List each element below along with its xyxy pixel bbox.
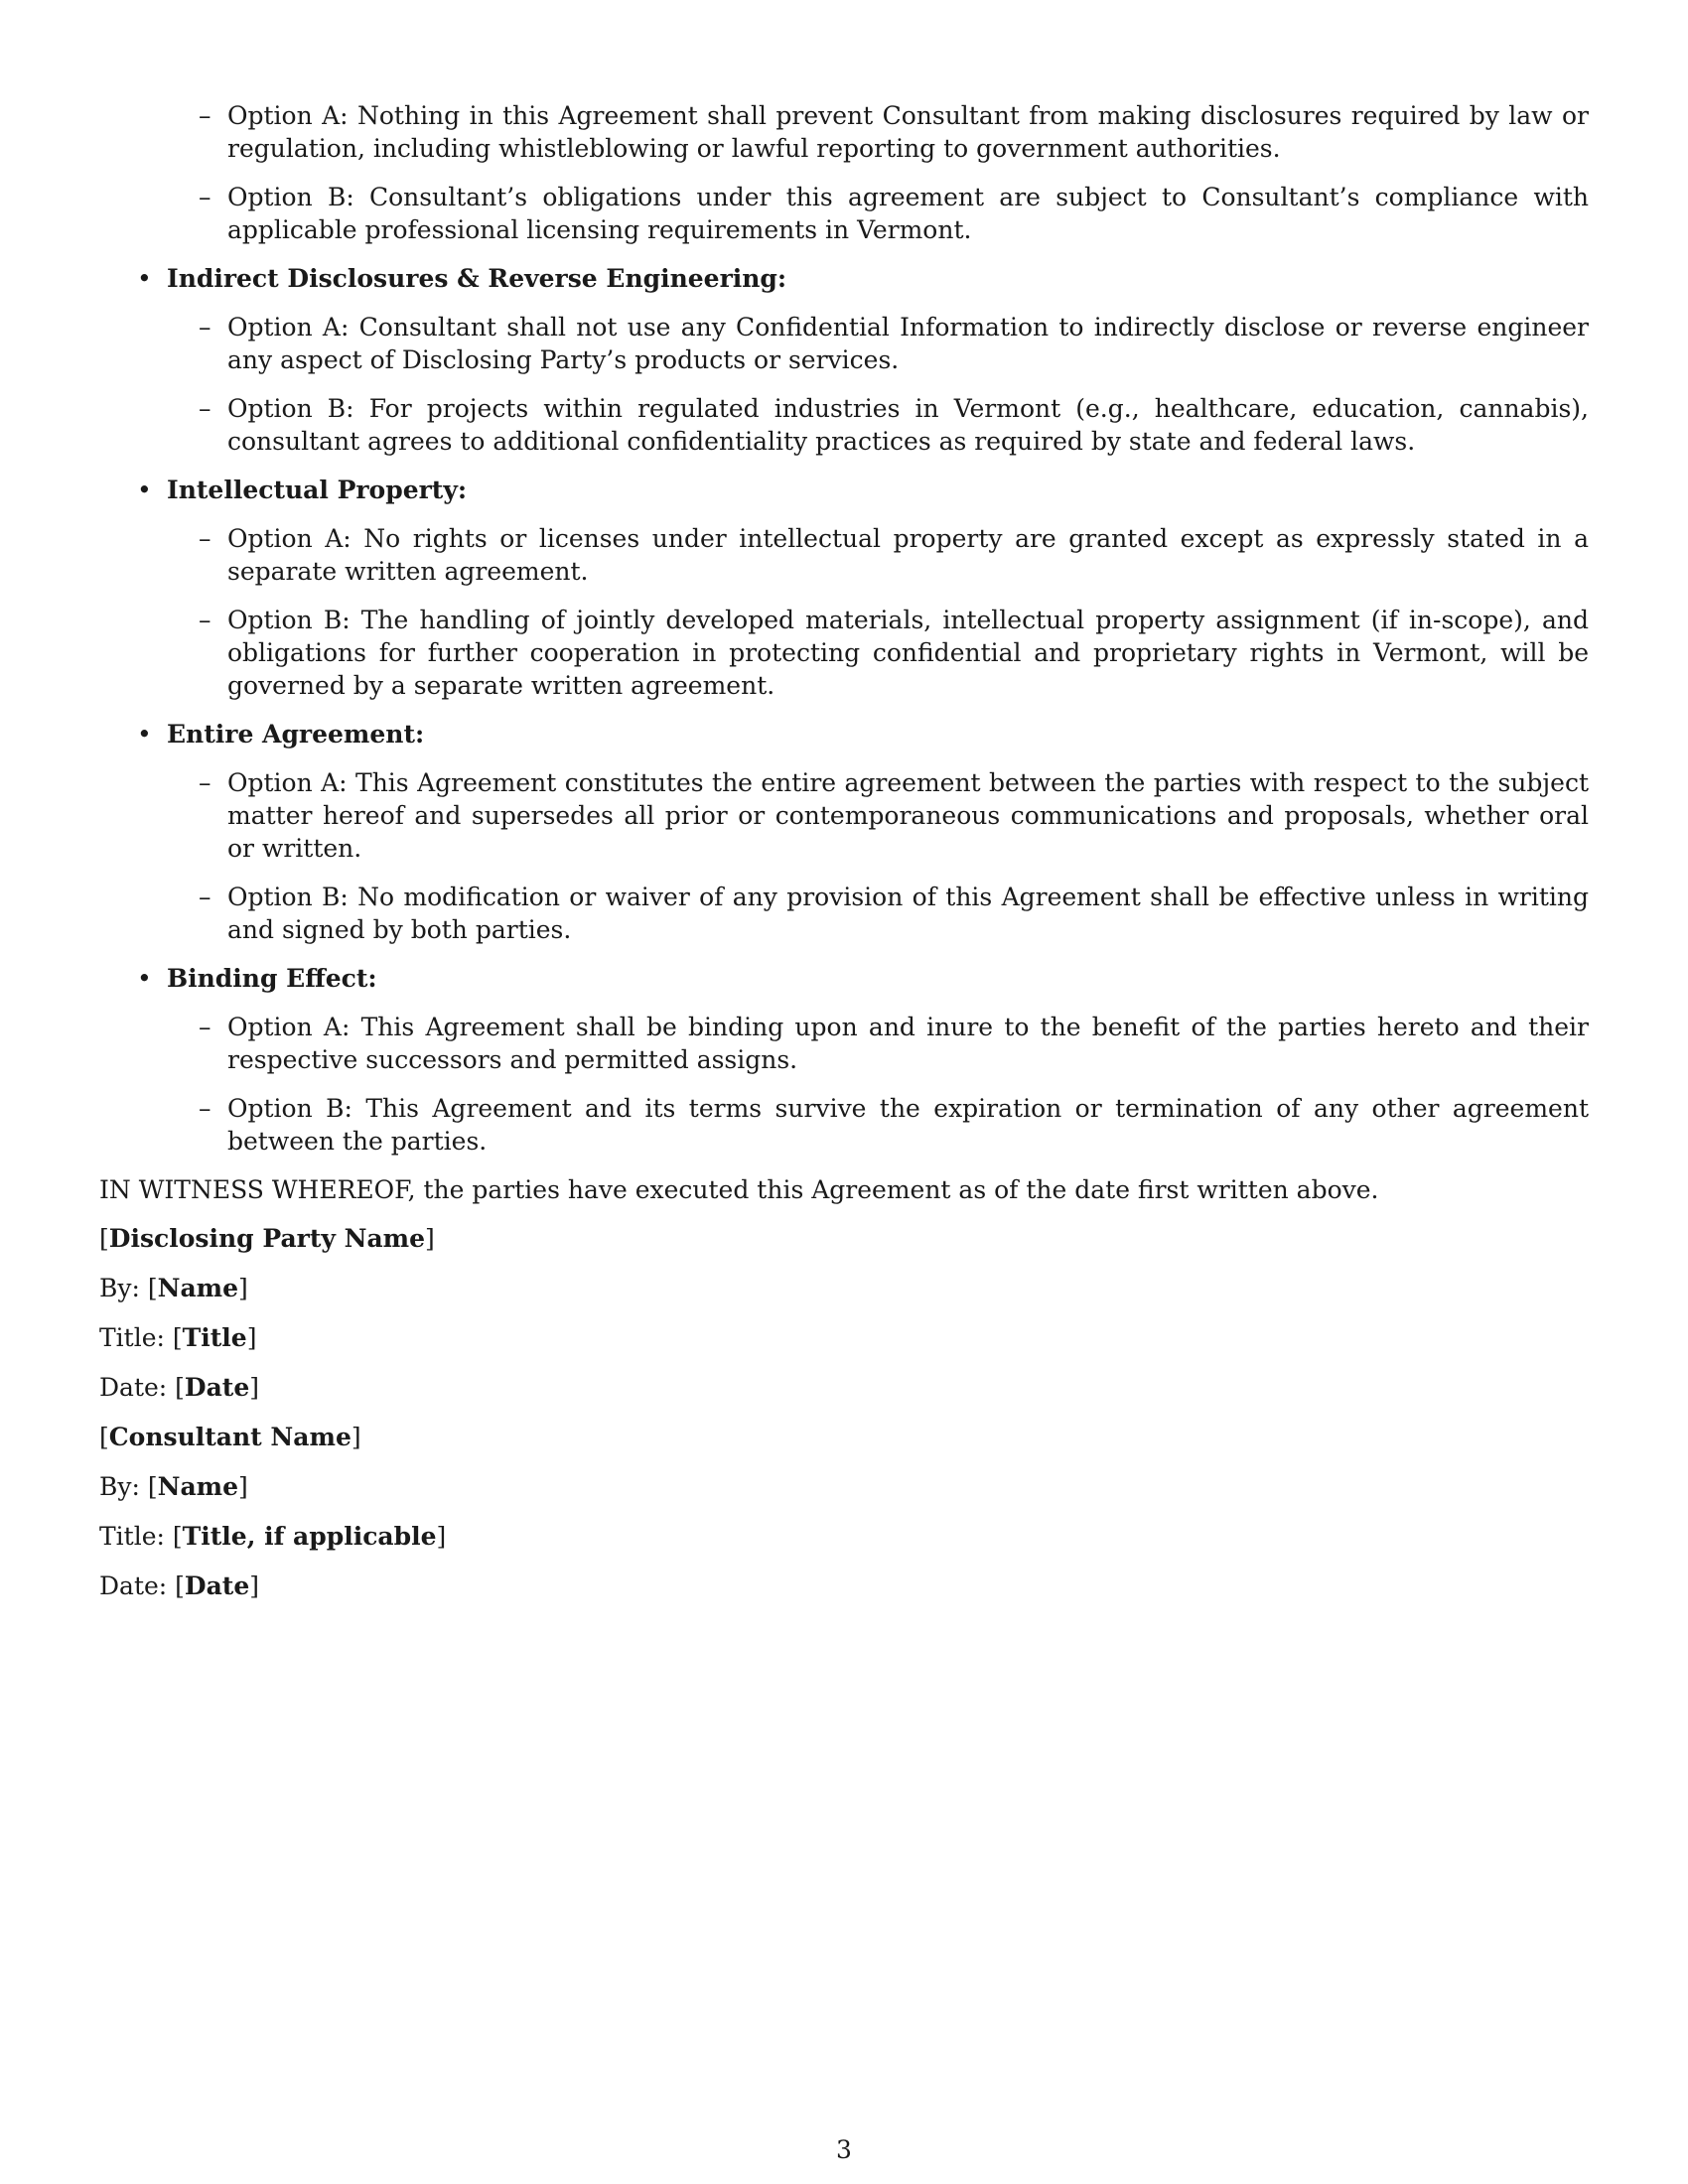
signatory-name-line: By: [Name] (99, 1472, 248, 1501)
option-list (99, 522, 1589, 702)
signatory-name: Name (157, 1472, 239, 1501)
title-label: Title: (99, 1522, 165, 1551)
party-name-line: [Consultant Name] (99, 1423, 361, 1451)
party-name: Consultant Name (108, 1423, 352, 1451)
clause-heading: • Binding Effect: (99, 962, 1589, 995)
signature-date: Date (184, 1373, 250, 1402)
option-list (99, 1011, 1589, 1158)
clause-heading: • Entire Agreement: (99, 718, 1589, 751)
clause-heading: • Intellectual Property: (99, 474, 1589, 506)
signature-date: Date (184, 1571, 250, 1600)
clause-intellectual-property (99, 474, 1589, 702)
signature-block-disclosing-party (99, 1222, 1589, 1404)
list-item: – Option A: This Agreement shall be binding upon and inure to the benefit of the parties hereto and their respective successors and permitted assigns. (99, 1011, 1589, 1076)
clause-heading: • Indirect Disclosures & Reverse Engineering: (99, 262, 1589, 295)
list-item: – Option B: This Agreement and its terms survive the expiration or termination of any other agreement between the parties. (99, 1092, 1589, 1158)
carryover-option-list (99, 99, 1589, 246)
by-label: By: (99, 1472, 140, 1501)
option-list (99, 766, 1589, 946)
list-item: – Option A: Nothing in this Agreement shall prevent Consultant from making disclosures required by law or regulation, including whistleblowing or lawful reporting to government authorities. (99, 99, 1589, 165)
option-list (99, 311, 1589, 458)
page-number: 3 (836, 2135, 852, 2164)
by-label: By: (99, 1274, 140, 1302)
date-label: Date: (99, 1373, 168, 1402)
clause-entire-agreement (99, 718, 1589, 946)
signatory-name: Name (157, 1274, 239, 1302)
clause-indirect-disclosures (99, 262, 1589, 458)
signatory-title-line: Title: [Title, if applicable] (99, 1522, 447, 1551)
witness-statement: IN WITNESS WHEREOF, the parties have executed this Agreement as of the date first written above. (99, 1175, 1379, 1204)
clause-list (99, 262, 1589, 1158)
party-name: Disclosing Party Name (108, 1224, 426, 1253)
document-page (99, 99, 1589, 1619)
signature-block-consultant (99, 1421, 1589, 1602)
signature-date-line: Date: [Date] (99, 1373, 260, 1402)
list-item: – Option A: No rights or licenses under intellectual property are granted except as expressly stated in a separate written agreement. (99, 522, 1589, 588)
signatory-title: Title, if applicable (182, 1522, 437, 1551)
signature-date-line: Date: [Date] (99, 1571, 260, 1600)
list-item: – Option B: The handling of jointly developed materials, intellectual property assignment (if in-scope), and obligations for further cooperation in protecting confidential and proprietary rights in Vermont, will be governed by a separate written agreement. (99, 604, 1589, 702)
party-name-line: [Disclosing Party Name] (99, 1224, 435, 1253)
list-item: – Option A: Consultant shall not use any Confidential Information to indirectly disclose or reverse engineer any aspect of Disclosing Party’s products or services. (99, 311, 1589, 376)
date-label: Date: (99, 1571, 168, 1600)
list-item: – Option B: No modification or waiver of any provision of this Agreement shall be effective unless in writing and signed by both parties. (99, 881, 1589, 946)
signatory-name-line: By: [Name] (99, 1274, 248, 1302)
signatory-title: Title (182, 1323, 247, 1352)
title-label: Title: (99, 1323, 165, 1352)
list-item: – Option B: For projects within regulated industries in Vermont (e.g., healthcare, education, cannabis), consultant agrees to additional confidentiality practices as required by state and federal laws. (99, 392, 1589, 458)
clause-binding-effect (99, 962, 1589, 1158)
signatory-title-line: Title: [Title] (99, 1323, 257, 1352)
list-item: – Option B: Consultant’s obligations under this agreement are subject to Consultant’s compliance with applicable professional licensing requirements in Vermont. (99, 181, 1589, 246)
list-item: – Option A: This Agreement constitutes the entire agreement between the parties with respect to the subject matter hereof and supersedes all prior or contemporaneous communications and proposals, whether oral or written. (99, 766, 1589, 865)
